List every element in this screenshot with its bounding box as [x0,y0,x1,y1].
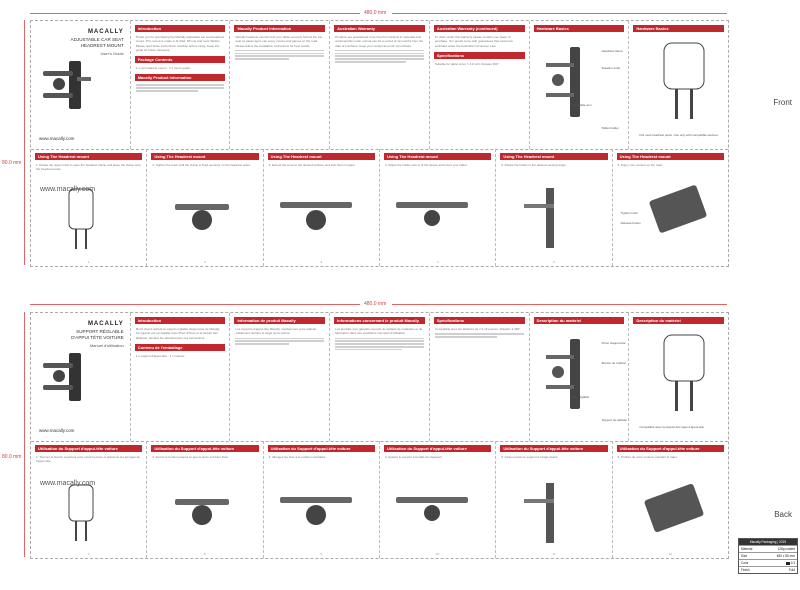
page-number: 1 [87,260,90,264]
height-dimension-back: 80.0 mm [2,454,22,460]
step-illustration [392,184,472,244]
spec-row: Size 480 x 80 mm [741,554,795,558]
panel-text: Les produits sont garantis exempts de défauts de matériaux et de fabrication dans des conditions normales d'utilisation. [335,327,423,336]
back-cover-panel [31,313,131,441]
panel-heading: Australian Warranty [334,25,425,32]
panel-heading: Spécifications [434,317,525,324]
callout-label: Tablet holder [601,126,619,130]
panel-subtext: 1 x support d'appui-tête · 1 x manuel [135,353,185,358]
brand-logo: MACALLY [87,29,124,35]
panel-heading: Description du matériel [534,317,625,324]
page-number: 10 [435,552,440,556]
front-hardware2-panel [629,21,728,149]
panel-text: 4. Adjust the holder size to fit the device and insert your tablet. [384,163,468,167]
page-number: 4 [436,260,439,264]
panel-subtext: 1 x car headrest mount · 1 x user's guide [135,66,190,71]
front-step2-panel [147,149,263,266]
print-spec-box [738,538,798,574]
cover-title-line1: ADJUSTABLE CAR SEAT [70,37,124,42]
step-illustration [61,179,101,254]
cover-subtitle: User’s Guide [100,51,124,56]
step-illustration [276,479,356,539]
panel-text: 3. Allongez les bras à la position souhaitée. [268,455,327,459]
page-number: 7 [87,552,90,556]
spec-row: Color 1/1 [741,561,795,565]
front-step4-panel [380,149,496,266]
tablet-illustration [638,481,713,536]
panel-heading: Hardware Basics [534,25,625,32]
panel-text: 2. Tighten the knob until the clamp is fixed securely on the headrest posts. [152,163,251,167]
tablet-illustration [643,184,713,234]
panel-text: 1. Tournez le bouton supérieur pour ouvrir la pince et placez-la sur les tiges de l'appui-tête. [36,455,141,464]
step-illustration [516,479,586,549]
panel-text: 6. Enjoy your content on the road. [617,163,663,167]
cover-title-line2: D'APPUI TÊTE VOITURE [71,335,124,340]
front-step3-panel [264,149,380,266]
panel-text: 1. Rotate the upper knob to open the headrest clamp and place the clamp onto the headrest posts. [36,163,141,172]
panel-heading: Introduction [135,25,226,32]
step-illustration [61,481,101,546]
panel-heading: Macally Product Information [234,25,325,32]
front-cover-panel [31,21,131,149]
front-step1-panel [31,149,147,266]
panel-heading: Hardware Basics [633,25,724,32]
front-warranty2-panel [430,21,530,149]
callout-label: Bras réglable [571,395,590,399]
panel-heading: Using The Headrest mount [617,153,724,160]
callout-label: Pince d'appui-tête [601,341,626,345]
headrest-diagram [649,39,719,129]
mount-product-image [39,55,94,115]
step-illustration [516,184,586,254]
height-dimension-line [24,20,25,265]
callout-label: Support de tablette [601,418,627,422]
back-step2-panel [147,441,263,558]
spec-row: Finish Fold [741,568,795,572]
website-cover: www.macally.com [39,428,75,433]
panel-subheading: Macally Product Information [135,74,226,81]
front-info-panel [230,21,330,149]
width-dimension-front: 480.0 mm [364,10,387,16]
panel-text: To claim under this warranty please contact your place of purchase. Our goods come with guarantees that cannot be excluded under the Australian Consumer Law. [434,35,513,48]
hardware-diagram [540,43,600,123]
width-dimension-line [392,13,727,14]
page-number: 12 [668,552,672,556]
hardware-note: Compatible avec la plupart des tiges d'appui-tête. [639,425,705,429]
front-sheet [30,20,729,267]
hardware-note: Fits most headrest posts. Use only with compatible devices. [639,133,719,137]
panel-heading: Informations concernant le produit Macally [334,317,425,324]
panel-subheading: Specifications [434,52,525,59]
panel-heading: Description du matériel [633,317,724,324]
panel-text: Les supports d'appui-tête Macally maintiennent votre tablette solidement derrière le siège de la voiture. [235,327,317,336]
back-side-label: Back [774,510,792,519]
panel-heading: Australian Warranty (continued) [434,25,525,32]
page-number: 9 [320,552,323,556]
back-hardware-panel [530,313,630,441]
panel-text: Products are guaranteed to be free from defects in materials and workmanship under normal use for a period of 12 months from the date of purchase. Keep your receipt as proof of purchase. [335,35,424,48]
spec-header: Macally Packaging | 2019 [739,539,797,545]
website-cover: www.macally.com [39,136,75,141]
cover-title-line2: HEADREST MOUNT [80,43,124,48]
panel-text: 4. Ajustez le support à la taille de l'appareil. [384,455,443,459]
panel-text: 3. Extend the arms to the desired position and lock them in place. [268,163,356,167]
step-illustration [276,184,356,244]
back-top-row [31,313,728,442]
callout-label: Tighten knob [620,211,638,215]
panel-subheading: Package Contents [135,56,226,63]
page-number: 11 [552,552,556,556]
back-bottom-row [31,441,728,558]
callout-label: Release button [620,221,641,225]
brand-logo: MACALLY [87,321,124,327]
front-bottom-row [31,149,728,266]
color-swatch [786,562,790,565]
back-sheet [30,312,729,559]
callout-label: Adjustable arm [571,103,592,107]
panel-text: Compatible avec les tablettes de 7 à 13 pouces. Rotation à 360°. [434,327,522,331]
page-number: 2 [204,260,206,264]
hardware-diagram [540,335,600,415]
back-intro-panel [131,313,231,441]
front-step5-panel [496,149,612,266]
height-dimension-front: 80.0 mm [2,160,22,166]
back-step3-panel [264,441,380,558]
front-top-row [31,21,728,150]
text-placeholder [235,338,324,345]
back-step1-panel [31,441,147,558]
panel-heading: Using The Headrest mount [384,153,491,160]
width-dimension-back: 480.0 mm [364,301,387,307]
back-step4-panel [380,441,496,558]
back-step5-panel [496,441,612,558]
text-placeholder [335,50,424,63]
height-dimension-line [24,312,25,557]
panel-text: 6. Profitez de votre contenu pendant le trajet. [617,455,678,459]
panel-heading: Utilisation du Support d'appui-tête voiture [500,445,607,452]
text-placeholder [235,50,324,60]
panel-heading: Utilisation du Support d'appui-tête voiture [268,445,375,452]
panel-subtext: Suitable for tablet sizes 7–13 inch. Rotates 360°. [434,61,500,66]
front-side-label: Front [773,98,792,107]
panel-heading: Utilisation du Support d'appui-tête voiture [384,445,491,452]
back-hardware2-panel [629,313,728,441]
front-intro-panel [131,21,231,149]
panel-heading: Utilisation du Support d'appui-tête voiture [617,445,724,452]
panel-heading: Using The Headrest mount [151,153,258,160]
spec-row: Material 128g coated [741,547,795,551]
front-warranty-panel [330,21,430,149]
panel-text: Macally headrest mounts hold your tablet securely behind the car seat so passengers can enjoy movies and games on the road. Please follow the installation instructions for best results. [235,35,322,48]
page-number: 5 [553,260,555,264]
step-illustration [167,479,237,539]
panel-text: 5. Rotate the holder to the desired viewing angle. [501,163,567,167]
back-info-panel [230,313,330,441]
cover-title-line1: SUPPORT RÉGLABLE [76,329,124,334]
step-illustration [392,479,472,539]
back-warranty-panel [330,313,430,441]
text-placeholder [335,338,424,351]
website-large-front: www.macally.com [40,186,96,193]
front-hardware-panel [530,21,630,149]
back-spec-panel [430,313,530,441]
panel-text: Merci d'avoir acheté le support réglable d'appui-tête de Macally. Ce support est compatible avec iPad, iPhone et la plupart des tablettes. Veuillez lire attentivement ces instructions. [135,327,221,340]
website-large-back: www.macally.com [40,480,96,487]
width-dimension-line [392,304,727,305]
panel-heading: Introduction [135,317,226,324]
panel-heading: Utilisation du Support d'appui-tête voiture [151,445,258,452]
page-number: 8 [204,552,206,556]
callout-label: Rotation knob [601,66,621,70]
panel-heading: Using The Headrest mount [500,153,607,160]
front-step6-panel [613,149,728,266]
text-placeholder [136,84,225,91]
panel-heading: Information de produit Macally [234,317,325,324]
headrest-diagram [649,331,719,421]
text-placeholder [435,333,524,337]
mount-product-image [39,347,94,407]
panel-text: Thank you for purchasing the Macally adjustable car seat headrest mount. This mount is made to fit iPad, iPhone and most Tablets. Please read these instructions carefully before using. Keep this guide for future reference. [135,35,225,52]
page-number: 3 [320,260,323,264]
step-illustration [167,184,237,244]
panel-subheading: Contenu de l'emballage [135,344,226,351]
panel-text: 5. Faites pivoter le support à l'angle désiré. [501,455,559,459]
width-dimension-line [30,13,360,14]
callout-label: Headrest clamp [601,49,623,53]
panel-heading: Using The Headrest mount [35,153,142,160]
panel-heading: Using The Headrest mount [268,153,375,160]
cover-subtitle: Manuel d'utilisation [89,343,124,348]
panel-text: 2. Serrez le bouton jusqu'à ce que la pince soit bien fixée. [152,455,229,459]
back-step6-panel [613,441,728,558]
callout-label: Bouton de rotation [601,361,627,365]
width-dimension-line [30,304,360,305]
panel-heading: Utilisation du Support d'appui-tête voiture [35,445,142,452]
